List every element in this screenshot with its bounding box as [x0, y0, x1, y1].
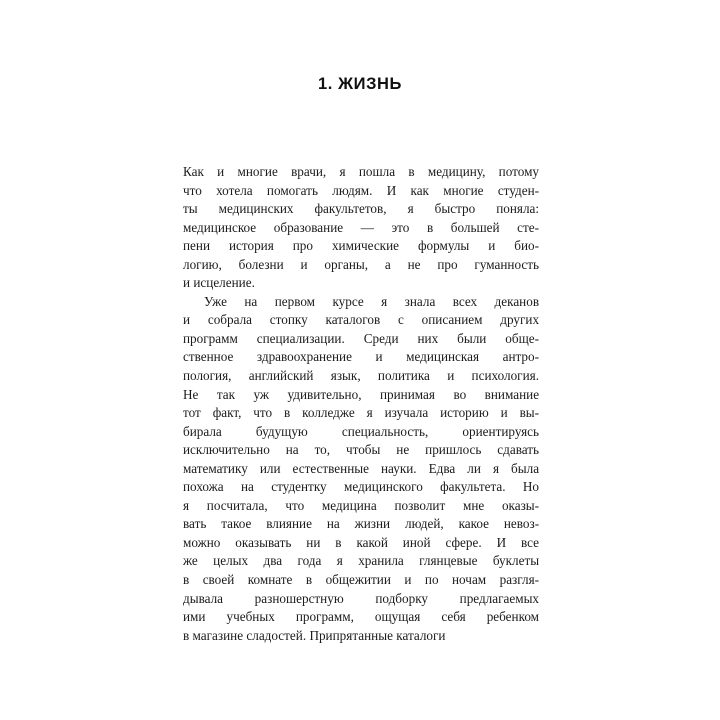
text-line: медицинское образование — это в большей сте- — [183, 219, 540, 235]
text-line: вать такое влияние на жизни людей, какое невоз- — [183, 516, 540, 532]
text-line: Как и многие врачи, я пошла в медицину, потому — [183, 164, 540, 179]
text-line: и исцеление. — [183, 275, 255, 291]
paragraph-2 — [183, 293, 539, 645]
text-line: дывала разношерстную подборку предлагаемых — [183, 590, 540, 606]
text-line: и собрала стопку каталогов с описанием других — [183, 312, 540, 328]
text-line: похожа на студентку медицинского факультета. Но — [183, 479, 539, 495]
text-line: в магазине сладостей. Припрятанные каталоги — [183, 627, 446, 643]
chapter-heading: 1. ЖИЗНЬ — [317, 75, 403, 93]
text-line: ты медицинских факультетов, я быстро поняла: — [183, 201, 540, 217]
text-line: Не так уж удивительно, принимая во внимание — [183, 386, 540, 402]
text-line: что хотела помогать людям. И как многие студен- — [183, 182, 540, 198]
text-line: я посчитала, что медицина позволит мне оказы- — [183, 497, 540, 513]
text-line: логию, болезни и органы, а не про гуманность — [183, 256, 540, 272]
text-line: можно оказывать ни в какой иной сфере. И все — [183, 534, 540, 550]
text-line: тот факт, что в колледже я изучала историю и вы- — [183, 405, 540, 421]
text-line: программ специализации. Среди них были обще- — [183, 330, 539, 346]
text-line: Уже на первом курсе я знала всех деканов — [204, 293, 540, 309]
text-line: бирала будущую специальность, ориентируясь — [183, 423, 540, 439]
text-line: же целых два года я хранила глянцевые буклеты — [183, 553, 540, 569]
text-line: математику или естественные науки. Едва ли я была — [183, 460, 540, 476]
text-line: ими учебных программ, ощущая себя ребенком — [183, 609, 540, 625]
text-line: пени история про химические формулы и био- — [183, 238, 540, 254]
text-line: исключительно на то, чтобы не пришлось сдавать — [183, 442, 540, 458]
text-line: ственное здравоохранение и медицинская антро- — [183, 349, 540, 365]
body-text-block — [183, 163, 539, 645]
text-line: пология, английский язык, политика и психология. — [183, 368, 540, 384]
text-line: в своей комнате в общежитии и по ночам разгля- — [183, 572, 540, 588]
paragraph-1 — [183, 163, 539, 293]
